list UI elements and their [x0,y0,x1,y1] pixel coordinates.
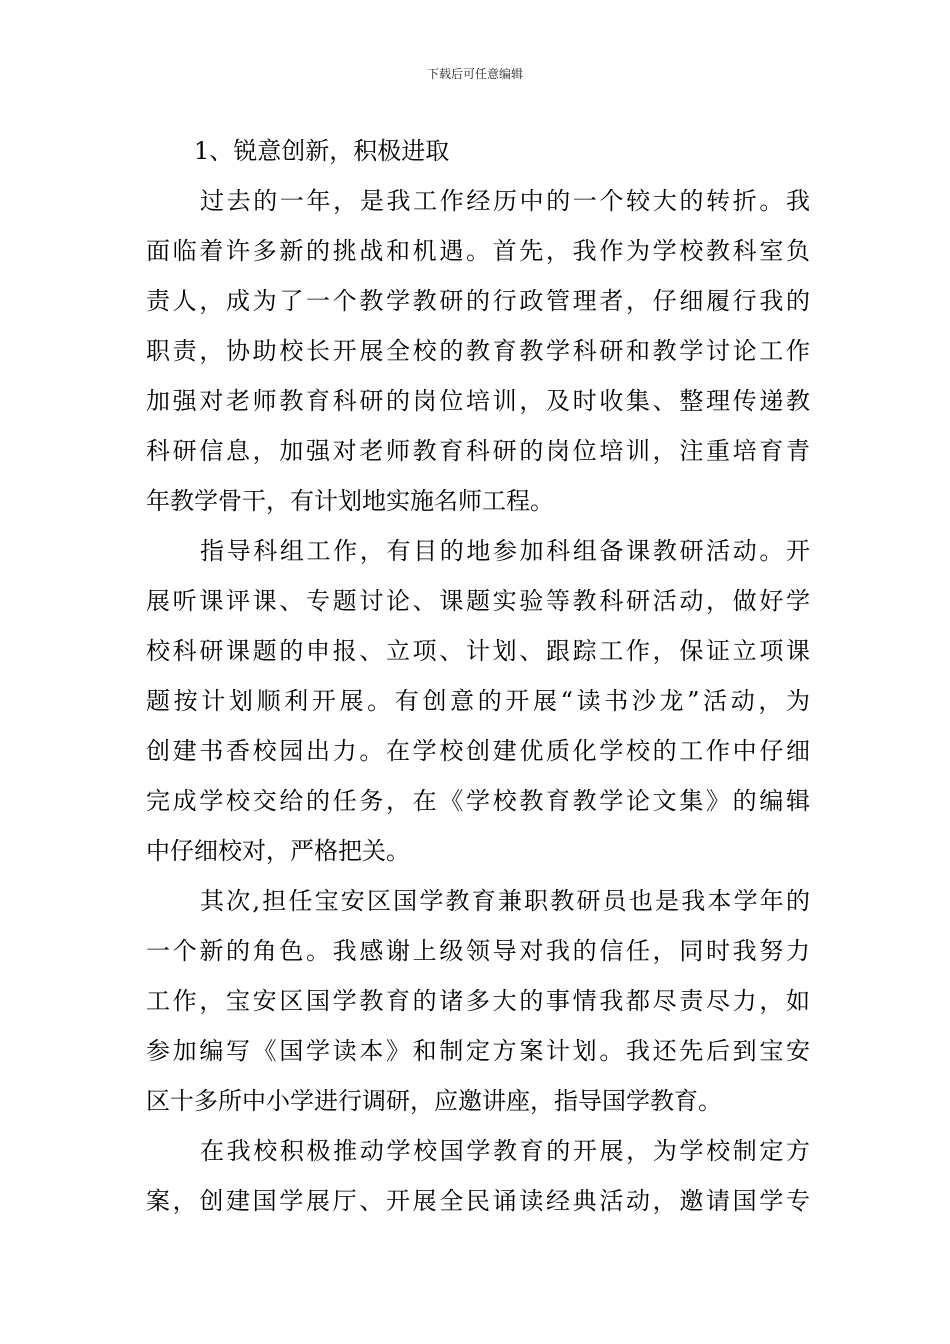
paragraph [146,1126,810,1226]
text-line: 职责，协助校长开展全校的教育教学科研和教学讨论工作 [146,337,810,365]
paragraph [146,876,810,1126]
text-line: 在我校积极推动学校国学教育的开展，为学校制定方 [200,1137,810,1165]
text-line: 展听课评课、专题讨论、课题实验等教科研活动，做好学 [146,587,810,615]
text-line: 年教学骨干，有计划地实施名师工程。 [146,487,554,515]
text-line: 面临着许多新的挑战和机遇。首先，我作为学校教科室负 [146,237,810,265]
text-line: 题按计划顺利开展。有创意的开展“读书沙龙”活动，为 [146,687,810,715]
paragraph [146,176,810,526]
paragraph [146,526,810,876]
text-line: 加强对老师教育科研的岗位培训，及时收集、整理传递教 [146,387,810,415]
text-line: 参加编写《国学读本》和制定方案计划。我还先后到宝安 [146,1037,810,1065]
text-line: 指导科组工作，有目的地参加科组备课教研活动。开 [200,537,810,565]
text-line: 责人，成为了一个教学教研的行政管理者，仔细履行我的 [146,287,810,315]
page-header: 下载后可任意编辑 [426,67,523,81]
text-line: 一个新的角色。我感谢上级领导对我的信任，同时我努力 [146,937,810,965]
text-line: 科研信息，加强对老师教育科研的岗位培训，注重培育青 [146,437,810,465]
text-line: 其次,担任宝安区国学教育兼职教研员也是我本学年的 [200,887,810,915]
document-body [146,126,810,1226]
text-line: 完成学校交给的任务，在《学校教育教学论文集》的编辑 [146,787,810,815]
text-line: 中仔细校对，严格把关。 [146,837,410,865]
text-line: 创建书香校园出力。在学校创建优质化学校的工作中仔细 [146,737,810,765]
text-line: 案，创建国学展厅、开展全民诵读经典活动，邀请国学专 [146,1187,810,1215]
section-heading: 1、锐意创新，积极进取 [194,137,450,165]
text-line: 工作，宝安区国学教育的诸多大的事情我都尽责尽力，如 [146,987,810,1015]
text-line: 区十多所中小学进行调研，应邀讲座，指导国学教育。 [146,1087,722,1115]
text-line: 过去的一年，是我工作经历中的一个较大的转折。我 [200,187,810,215]
text-line: 校科研课题的申报、立项、计划、跟踪工作，保证立项课 [146,637,810,665]
